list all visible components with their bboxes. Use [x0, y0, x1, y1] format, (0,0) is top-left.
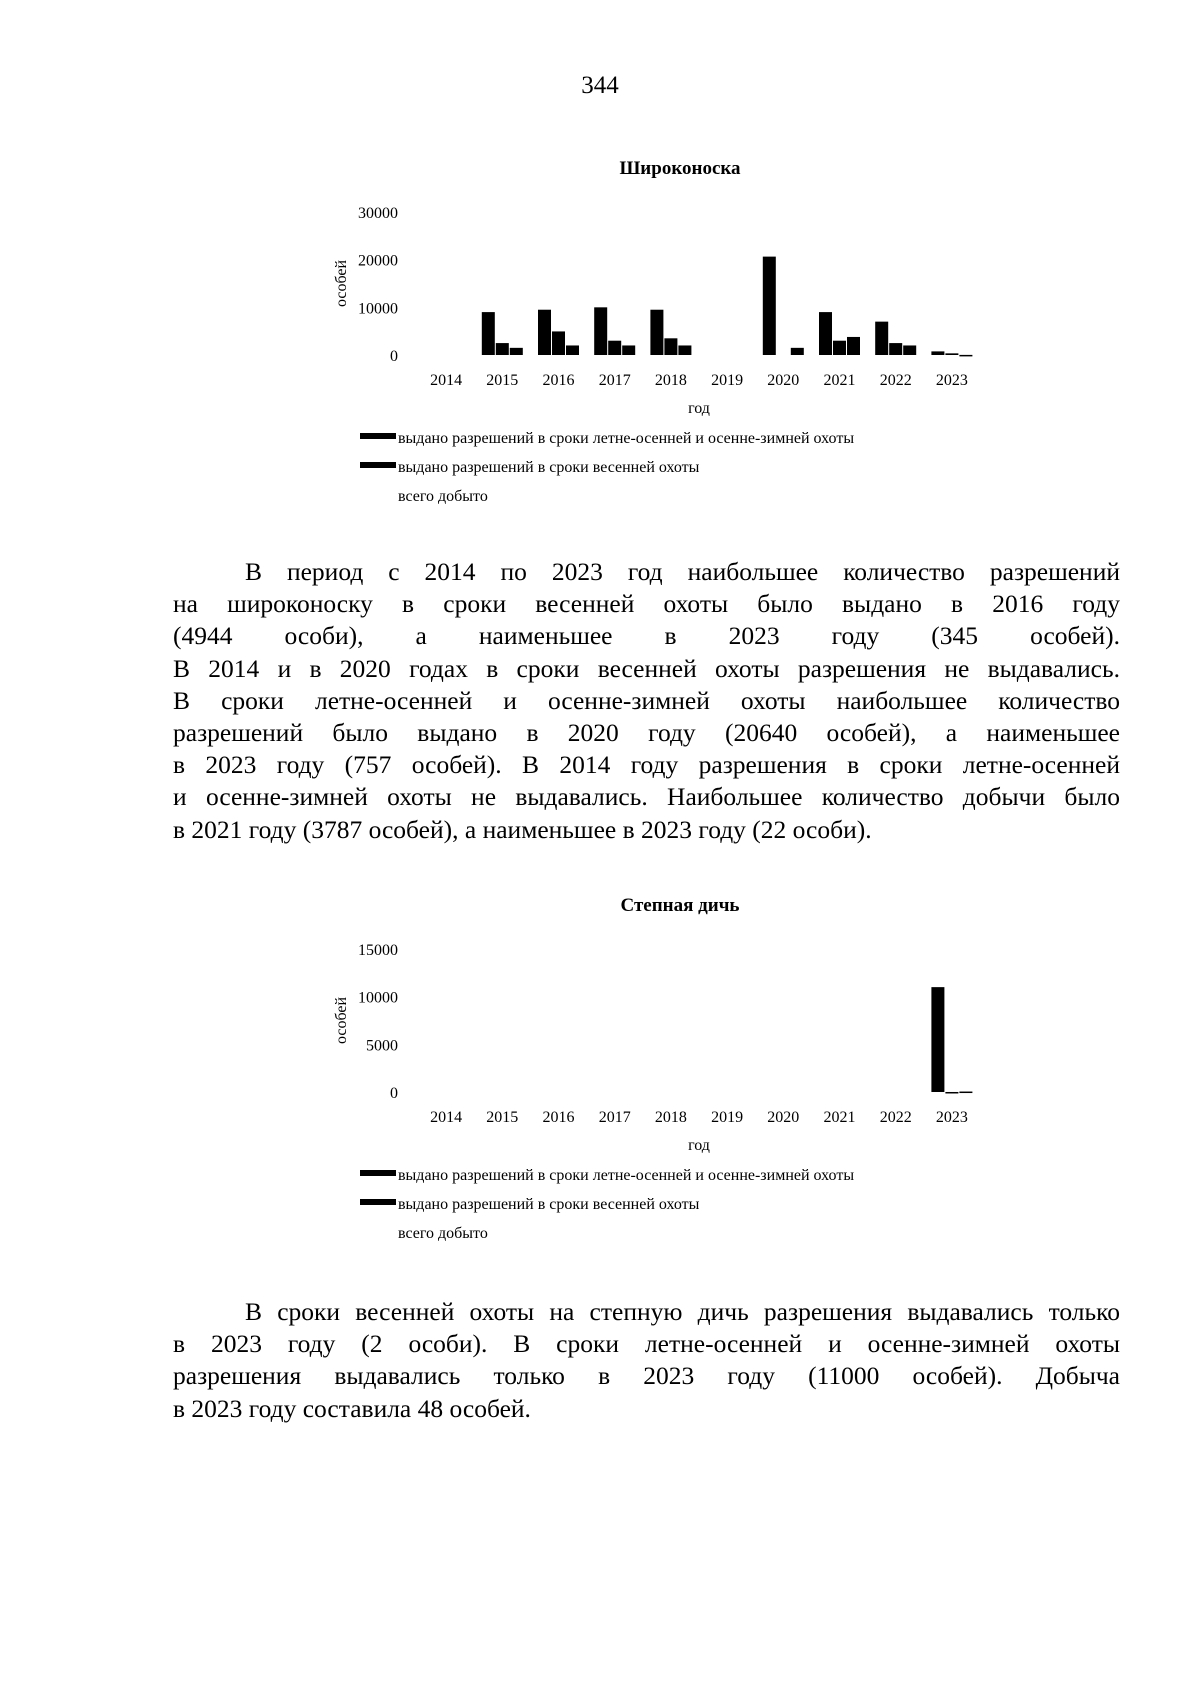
bar-spring [496, 343, 509, 355]
x-tick-label: 2016 [542, 1109, 575, 1126]
text-line: и осенне-зимней охоты не выдавались. Наибольшее количество добычи было [173, 782, 1120, 812]
bar-spring [945, 353, 958, 355]
bar-summer-autumn [594, 307, 607, 355]
legend-label: выдано разрешений в сроки летне-осенней и осенне-зимней охоты [398, 430, 855, 447]
y-tick-label: 20000 [358, 252, 398, 270]
bar-summer-autumn [931, 987, 944, 1092]
legend-label: выдано разрешений в сроки весенней охоты [398, 1196, 700, 1213]
bar-harvest [847, 337, 860, 355]
chart-stepnaya-dich [330, 887, 1030, 1247]
text-line: В сроки летне-осенней и осенне-зимней охоты наибольшее количество [173, 685, 1120, 715]
bar-spring [833, 341, 846, 355]
bar-harvest [791, 348, 804, 355]
x-axis-label: год [688, 1137, 710, 1154]
y-axis-label: особей [333, 259, 350, 308]
text-line: В период с 2014 по 2023 год наибольшее количество разрешений [245, 557, 1120, 586]
text-line: в 2021 году (3787 особей), а наименьшее в 2023 году (22 особи). [173, 814, 872, 844]
x-tick-label: 2018 [654, 372, 687, 389]
chart-svg [330, 150, 1030, 510]
bar-summer-autumn [763, 257, 776, 355]
bar-spring [552, 331, 565, 355]
legend-label: всего добыто [398, 1225, 488, 1242]
chart-shirokonoska [330, 150, 1030, 510]
legend-swatch [360, 433, 396, 439]
y-tick-label: 10000 [358, 300, 398, 318]
text-line: разрешения выдавались только в 2023 году (11000 особей). Добыча [173, 1361, 1120, 1391]
text-line: на широконоску в сроки весенней охоты было выдано в 2016 году [173, 589, 1120, 619]
legend-swatch [360, 1170, 396, 1176]
bar-harvest [566, 345, 579, 355]
y-axis-label: особей [333, 996, 350, 1045]
paragraph-stepnaya-dich [173, 1296, 1120, 1425]
bar-summer-autumn [650, 310, 663, 355]
bar-summer-autumn [482, 312, 495, 355]
x-tick-label: 2023 [935, 1109, 968, 1126]
y-tick-label: 30000 [358, 205, 398, 222]
legend-swatch [360, 462, 396, 468]
bar-spring [664, 338, 677, 355]
text-line: в 2023 году составила 48 особей. [173, 1393, 531, 1423]
bar-harvest [903, 345, 916, 355]
x-tick-label: 2021 [823, 1109, 856, 1126]
bar-summer-autumn [819, 312, 832, 355]
x-tick-label: 2015 [486, 1109, 519, 1126]
legend-label: выдано разрешений в сроки весенней охоты [398, 459, 700, 476]
y-tick-label: 0 [390, 1085, 398, 1102]
bar-spring [608, 341, 621, 355]
text-line: В 2014 и в 2020 годах в сроки весенней охоты разрешения не выдавались. [173, 653, 1120, 683]
text-line: (4944 особи), а наименьшее в 2023 году (345 особей). [173, 621, 1120, 651]
bar-summer-autumn [538, 310, 551, 355]
chart-svg [330, 887, 1030, 1247]
y-tick-label: 0 [390, 348, 398, 365]
x-tick-label: 2014 [430, 1109, 463, 1126]
x-tick-label: 2023 [935, 372, 968, 389]
text-line: В сроки весенней охоты на степную дичь разрешения выдавались только [245, 1297, 1120, 1326]
x-tick-label: 2022 [879, 1109, 912, 1126]
page-number: 344 [581, 72, 619, 99]
chart-title: Степная дичь [620, 895, 740, 916]
x-tick-label: 2014 [430, 372, 463, 389]
x-tick-label: 2015 [486, 372, 519, 389]
x-tick-label: 2020 [767, 372, 800, 389]
bar-summer-autumn [875, 322, 888, 355]
y-tick-label: 15000 [358, 942, 398, 959]
y-tick-label: 10000 [358, 989, 398, 1007]
x-tick-label: 2022 [879, 372, 912, 389]
y-tick-label: 5000 [366, 1037, 398, 1055]
bar-harvest [622, 345, 635, 355]
bar-harvest [959, 1092, 972, 1094]
legend-label: всего добыто [398, 488, 488, 505]
x-axis-label: год [688, 400, 710, 417]
bar-summer-autumn [931, 351, 944, 355]
text-line: разрешений было выдано в 2020 году (20640 особей), а наименьшее [173, 717, 1120, 747]
bar-harvest [678, 345, 691, 355]
x-tick-label: 2019 [711, 372, 744, 389]
legend-swatch [360, 1199, 396, 1205]
legend-label: выдано разрешений в сроки летне-осенней и осенне-зимней охоты [398, 1167, 855, 1184]
chart-title: Широконоска [619, 158, 741, 179]
text-line: в 2023 году (2 особи). В сроки летне-осенней и осенне-зимней охоты [173, 1329, 1120, 1359]
bar-harvest [959, 355, 972, 357]
x-tick-label: 2020 [767, 1109, 800, 1126]
bar-harvest [510, 348, 523, 355]
bar-spring [889, 343, 902, 355]
text-line: в 2023 году (757 особей). В 2014 году разрешения в сроки летне-осенней [173, 750, 1120, 780]
x-tick-label: 2016 [542, 372, 575, 389]
x-tick-label: 2017 [598, 1109, 631, 1126]
x-tick-label: 2019 [711, 1109, 744, 1126]
bar-spring [945, 1092, 958, 1094]
x-tick-label: 2021 [823, 372, 856, 389]
x-tick-label: 2017 [598, 372, 631, 389]
x-tick-label: 2018 [654, 1109, 687, 1126]
paragraph-shirokonoska [173, 556, 1120, 846]
